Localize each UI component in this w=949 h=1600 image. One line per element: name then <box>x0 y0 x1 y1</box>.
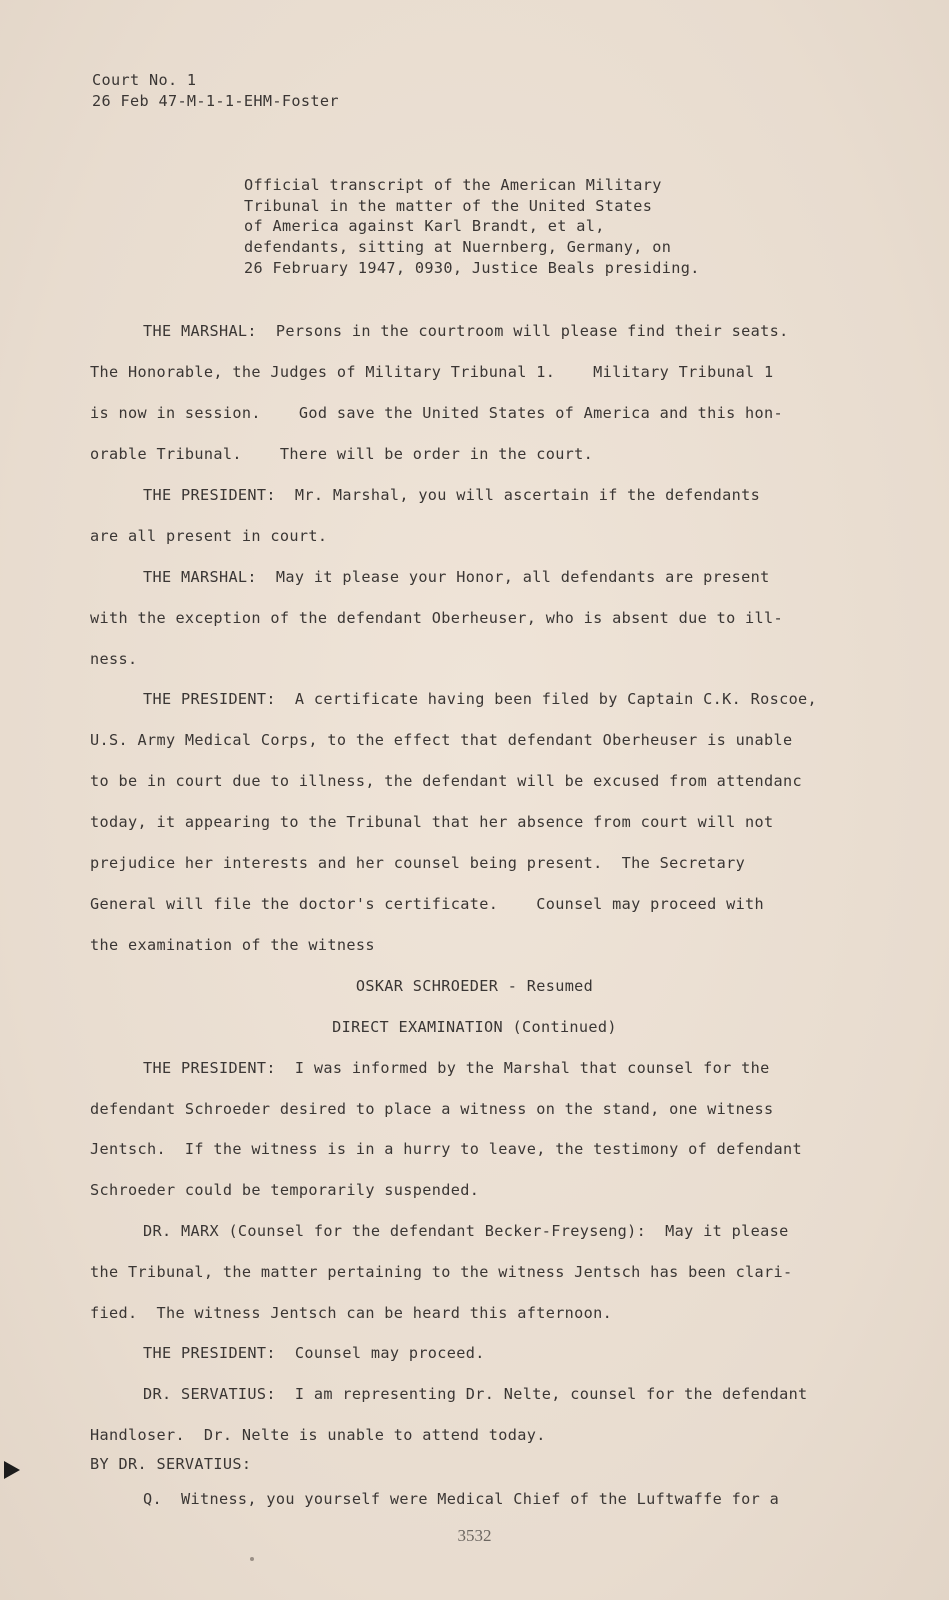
page-number: 3532 <box>457 1526 492 1545</box>
document-code: 26 Feb 47-M-1-1-EHM-Foster <box>92 92 339 110</box>
transcript-line: Handloser. Dr. Nelte is unable to attend today. <box>90 1426 546 1444</box>
binder-arrow-icon <box>4 1461 20 1479</box>
transcript-line: THE MARSHAL: May it please your Honor, all defendants are present <box>143 568 770 586</box>
transcript-line: to be in court due to illness, the defendant will be excused from attendanc <box>90 772 803 790</box>
transcript-line: THE MARSHAL: Persons in the courtroom will please find their seats. <box>143 322 789 340</box>
transcript-line: are all present in court. <box>90 527 328 545</box>
transcript-line: fied. The witness Jentsch can be heard this afternoon. <box>90 1304 613 1322</box>
transcript-line: The Honorable, the Judges of Military Tribunal 1. Military Tribunal 1 <box>90 363 774 381</box>
transcript-line: today, it appearing to the Tribunal that her absence from court will not <box>90 813 774 831</box>
transcript-line: is now in session. God save the United States of America and this hon- <box>90 404 784 422</box>
caption-line: Tribunal in the matter of the United States <box>244 197 653 215</box>
transcript-line: U.S. Army Medical Corps, to the effect that defendant Oberheuser is unable <box>90 731 793 749</box>
court-number: Court No. 1 <box>92 71 197 89</box>
transcript-line: Schroeder could be temporarily suspended. <box>90 1181 480 1199</box>
transcript-line: Jentsch. If the witness is in a hurry to leave, the testimony of defendant <box>90 1140 803 1158</box>
transcript-line: DR. MARX (Counsel for the defendant Becker-Freyseng): May it please <box>143 1222 789 1240</box>
examination-heading: DIRECT EXAMINATION (Continued) <box>332 1018 617 1036</box>
transcript-line: THE PRESIDENT: A certificate having been filed by Captain C.K. Roscoe, <box>143 690 818 708</box>
question-line: Q. Witness, you yourself were Medical Chief of the Luftwaffe for a <box>143 1490 780 1508</box>
transcript-line: THE PRESIDENT: Mr. Marshal, you will ascertain if the defendants <box>143 486 761 504</box>
caption-line: defendants, sitting at Nuernberg, Germany, on <box>244 238 672 256</box>
transcript-line: defendant Schroeder desired to place a witness on the stand, one witness <box>90 1100 774 1118</box>
caption-line: 26 February 1947, 0930, Justice Beals presiding. <box>244 259 700 277</box>
transcript-line: THE PRESIDENT: I was informed by the Marshal that counsel for the <box>143 1059 770 1077</box>
examiner-line: BY DR. SERVATIUS: <box>90 1455 252 1473</box>
paper-speck <box>250 1557 254 1561</box>
caption-line: of America against Karl Brandt, et al, <box>244 217 605 235</box>
transcript-line: ness. <box>90 650 138 668</box>
transcript-line: the Tribunal, the matter pertaining to the witness Jentsch has been clari- <box>90 1263 793 1281</box>
transcript-line: prejudice her interests and her counsel being present. The Secretary <box>90 854 746 872</box>
transcript-line: the examination of the witness <box>90 936 375 954</box>
transcript-line: orable Tribunal. There will be order in the court. <box>90 445 594 463</box>
transcript-line: THE PRESIDENT: Counsel may proceed. <box>143 1344 485 1362</box>
transcript-line: General will file the doctor's certificate. Counsel may proceed with <box>90 895 765 913</box>
transcript-line: with the exception of the defendant Oberheuser, who is absent due to ill- <box>90 609 784 627</box>
transcript-line: DR. SERVATIUS: I am representing Dr. Nelte, counsel for the defendant <box>143 1385 808 1403</box>
caption-line: Official transcript of the American Military <box>244 176 662 194</box>
witness-heading: OSKAR SCHROEDER - Resumed <box>355 977 594 995</box>
